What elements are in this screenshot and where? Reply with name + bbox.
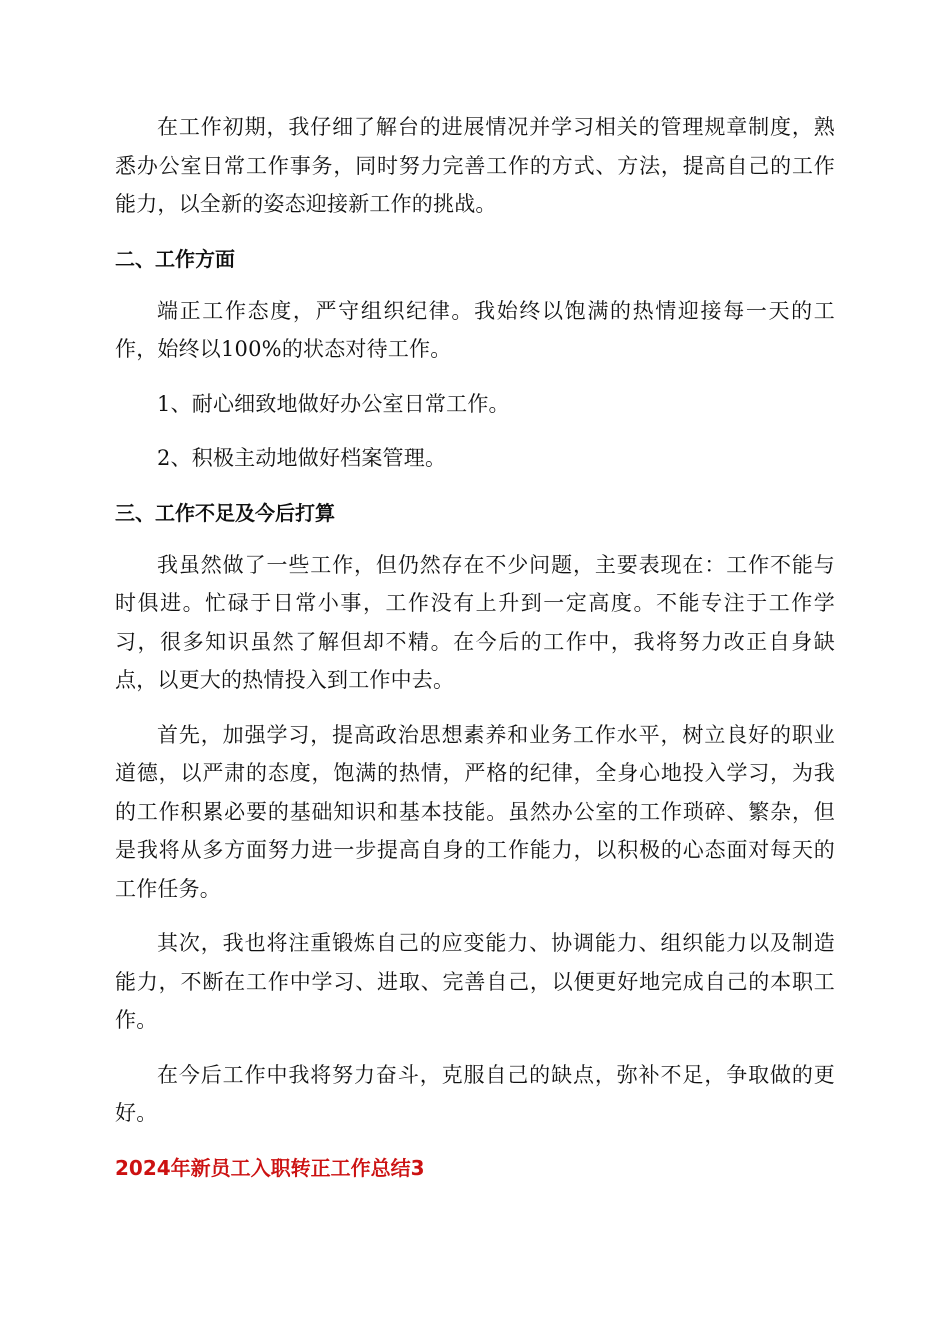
document-title-3: 2024年新员工入职转正工作总结3: [115, 1155, 425, 1180]
section-heading-work-aspects: 二、工作方面: [115, 246, 235, 271]
paragraph-item-1: 1、耐心细致地做好办公室日常工作。: [157, 391, 510, 416]
paragraph-future: 在今后工作中我将努力奋斗，克服自己的缺点，弥补不足，争取做的更好。: [115, 1062, 835, 1125]
section-heading-shortcomings: 三、工作不足及今后打算: [115, 500, 335, 525]
paragraph-second: 其次，我也将注重锻炼自己的应变能力、协调能力、组织能力以及制造能力，不断在工作中学习、进取、完善自己，以便更好地完成自己的本职工作。: [115, 931, 835, 1032]
paragraph-problems: 我虽然做了一些工作，但仍然存在不少问题，主要表现在：工作不能与时俱进。忙碌于日常小事，工作没有上升到一定高度。不能专注于工作学习，很多知识虽然了解但却不精。在今后的工作中，我将努力改正自身缺点，以更大的热情投入到工作中去。: [115, 552, 835, 692]
paragraph-intro: 在工作初期，我仔细了解台的进展情况并学习相关的管理规章制度，熟悉办公室日常工作事务，同时努力完善工作的方式、方法，提高自己的工作能力，以全新的姿态迎接新工作的挑战。: [115, 115, 835, 216]
paragraph-first: 首先，加强学习，提高政治思想素养和业务工作水平，树立良好的职业道德，以严肃的态度，饱满的热情，严格的纪律，全身心地投入学习，为我的工作积累必要的基础知识和基本技能。虽然办公室的工作琐碎、繁杂，但是我将从多方面努力进一步提高自身的工作能力，以积极的心态面对每天的工作任务。: [115, 722, 835, 901]
paragraph-item-2: 2、积极主动地做好档案管理。: [157, 446, 447, 470]
paragraph-attitude: 端正工作态度，严守组织纪律。我始终以饱满的热情迎接每一天的工作，始终以100%的状态对待工作。: [115, 298, 835, 361]
document-page: [115, 108, 835, 1187]
